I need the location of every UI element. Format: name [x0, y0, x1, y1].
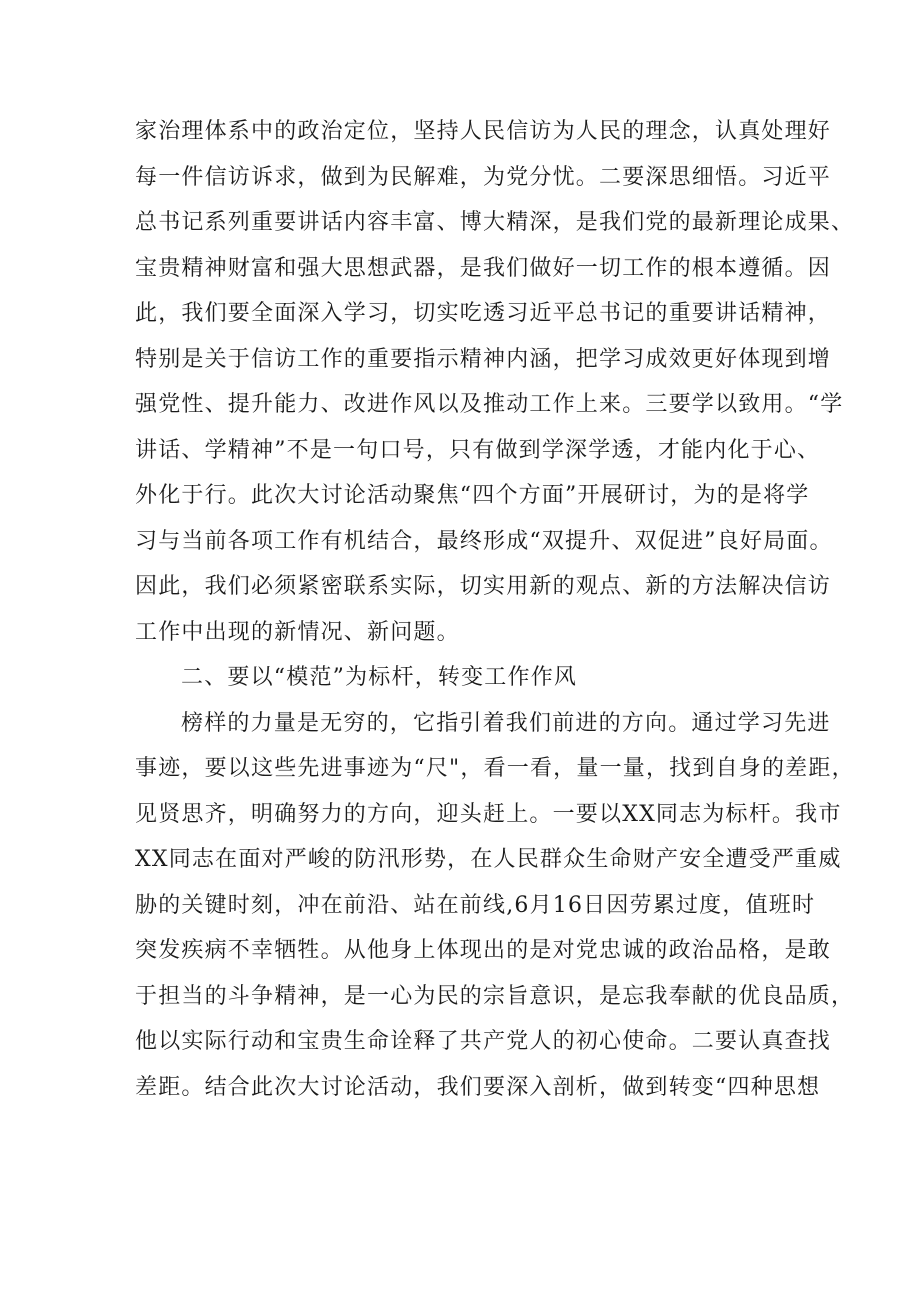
body-line: 于担当的斗争精神，是一心为民的宗旨意识，是忘我奉献的优良品质，	[135, 984, 855, 1009]
body-line: 讲话、学精神”不是一句口号，只有做到学深学透，才能内化于心、	[135, 438, 821, 463]
body-line: XX同志在面对严峻的防汛形势，在人民群众生命财产安全遭受严重威	[135, 847, 842, 872]
body-line: 突发疾病不幸牺牲。从他身上体现出的是对党忠诚的政治品格，是敢	[135, 938, 832, 963]
body-line: 家治理体系中的政治定位，坚持人民信访为人民的理念，认真处理好	[135, 119, 832, 144]
body-line: 事迹，要以这些先进事迹为“尺"，看一看，量一量，找到自身的差距，	[135, 756, 855, 781]
body-line: 每一件信访诉求，做到为民解难，为党分忧。二要深思细悟。习近平	[135, 165, 832, 190]
body-line: 总书记系列重要讲话内容丰富、博大精深，是我们党的最新理论成果、	[135, 210, 855, 235]
body-line: 此，我们要全面深入学习，切实吃透习近平总书记的重要讲话精神，	[135, 301, 832, 326]
body-line: 外化于行。此次大讨论活动聚焦“四个方面”开展研讨，为的是将学	[135, 483, 810, 508]
body-line: 特别是关于信访工作的重要指示精神内涵，把学习成效更好体现到增	[135, 347, 832, 372]
body-line: 工作中出现的新情况、新问题。	[135, 620, 460, 645]
body-line: 宝贵精神财富和强大思想武器，是我们做好一切工作的根本遵循。因	[135, 256, 832, 281]
body-line: 习与当前各项工作有机结合，最终形成“双提升、双促进”良好局面。	[135, 529, 833, 554]
body-line: 强党性、提升能力、改进作风以及推动工作上来。三要学以致用。“学	[135, 392, 844, 417]
paragraph-first-line: 榜样的力量是无穷的，它指引着我们前进的方向。通过学习先进	[181, 711, 831, 736]
body-line: 见贤思齐，明确努力的方向，迎头赶上。一要以XX同志为标杆。我市	[135, 802, 842, 827]
body-line: 他以实际行动和宝贵生命诠释了共产党人的初心使命。二要认真查找	[135, 1029, 832, 1054]
body-line: 因此，我们必须紧密联系实际，切实用新的观点、新的方法解决信访	[135, 574, 832, 599]
section-heading: 二、要以“模范”为标杆，转变工作作风	[181, 665, 578, 690]
body-line: 胁的关键时刻，冲在前沿、站在前线,6月16日因劳累过度，值班时	[135, 893, 816, 918]
body-line: 差距。结合此次大讨论活动，我们要深入剖析，做到转变“四种思想	[135, 1075, 821, 1100]
